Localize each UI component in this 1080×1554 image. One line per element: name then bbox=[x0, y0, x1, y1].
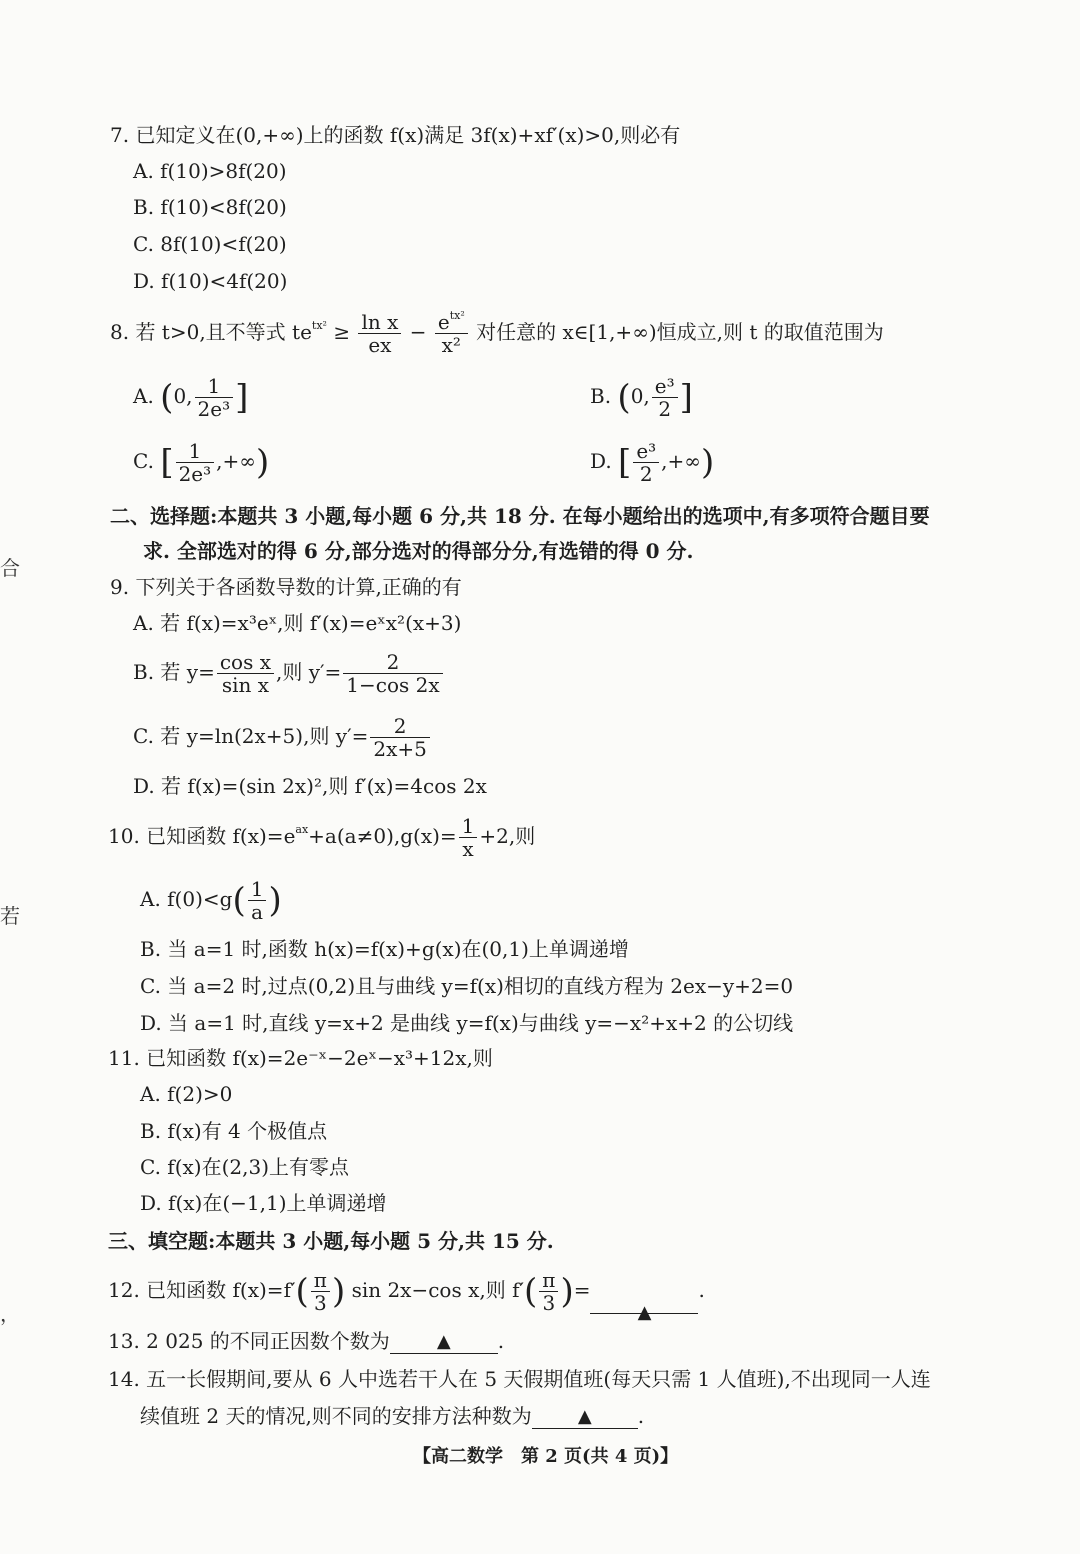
section-2-heading-line-1: 二、选择题:本题共 3 小题,每小题 6 分,共 18 分. 在每小题给出的选项中,有多项符合题目要 bbox=[110, 504, 930, 528]
q10-stem: 10. 已知函数 $f(x)=e^{ax}+a(a\ne 0),g(x)=$ $\frac{1}{x}$ +2,则 bbox=[108, 814, 536, 861]
q11-stem: 11. 已知函数 f(x)=2e⁻ˣ−2eˣ−x³+12x,则 bbox=[108, 1046, 493, 1070]
section-2-heading-line-2: 求. 全部选对的得 6 分,部分选对的得部分分,有选错的得 0 分. bbox=[143, 539, 694, 563]
q8-option-c: C. [ $\frac{1}{\text{2e³}}$ ,+∞) bbox=[133, 439, 270, 486]
q14-line-2: 续值班 2 天的情况,则不同的安排方法种数为 ▲ . bbox=[140, 1404, 645, 1428]
q8-text-2: 对任意的 x∈[1,+∞)恒成立,则 t 的取值范围为 bbox=[476, 320, 884, 344]
q13-line: 13. 2 025 的不同正因数个数为 ▲ . bbox=[108, 1329, 505, 1353]
q8-option-a: A. (0, $\frac{1}{\text{2e³}}$ ] bbox=[133, 374, 249, 421]
margin-char-3: ， bbox=[0, 1302, 20, 1326]
q14-answer-blank[interactable] bbox=[532, 1402, 638, 1429]
q8-fraction-2: $\frac{e^{tx^2}}{\text{x²}}$ bbox=[435, 311, 468, 356]
q10-option-c: C. 当 a=2 时,过点(0,2)且与曲线 y=f(x)相切的直线方程为 2ex−y+2=0 bbox=[140, 974, 794, 998]
margin-char-2: 若 bbox=[0, 904, 20, 928]
q9-option-b: B. 若 y= $\frac{\text{cos x}}{\text{sin x}}$ ,则 y′= $\frac{2}{1-\cos 2x}$ bbox=[133, 648, 445, 696]
triangle-icon: ▲ bbox=[577, 1406, 592, 1427]
q8-sup-1: tx² bbox=[311, 319, 327, 332]
q8-num: 8. bbox=[110, 320, 130, 344]
q10-option-b: B. 当 a=1 时,函数 h(x)=f(x)+g(x)在(0,1)上单调递增 bbox=[140, 937, 629, 961]
q8-text-1: 若 t>0,且不等式 te bbox=[135, 320, 312, 344]
q8-ge: ≥ bbox=[333, 320, 351, 344]
q12-answer-blank[interactable] bbox=[590, 1287, 698, 1323]
q11-option-c: C. f(x)在(2,3)上有零点 bbox=[140, 1155, 350, 1179]
section-3-heading: 三、填空题:本题共 3 小题,每小题 5 分,共 15 分. bbox=[108, 1229, 554, 1253]
margin-char-1: 合 bbox=[0, 556, 20, 580]
q9-option-c: C. 若 y=ln(2x+5),则 y′= $\frac{2}{2x+5}$ bbox=[133, 712, 432, 760]
q14-line-1: 14. 五一长假期间,要从 6 人中选若干人在 5 天假期值班(每天只需 1 人值班),不出现同一人连 bbox=[108, 1367, 931, 1391]
page-footer: 【高二数学 第 2 页(共 4 页)】 bbox=[413, 1446, 679, 1467]
q8-fraction-1: $\frac{\text{ln x}}{ex}$ bbox=[358, 311, 401, 356]
q9-option-d: D. 若 f(x)=(sin 2x)²,则 f′(x)=4cos 2x bbox=[133, 774, 487, 798]
q7-option-b: B. f(10)<8f(20) bbox=[133, 195, 287, 219]
q8-option-d: D. [ $\frac{\text{e³}}{2}$ ,+∞) bbox=[590, 439, 715, 486]
q11-option-a: A. f(2)>0 bbox=[140, 1082, 233, 1106]
q7-option-d: D. f(10)<4f(20) bbox=[133, 269, 288, 293]
q10-option-a: A. f(0)<g( $\frac{1}{a}$ ) bbox=[140, 877, 282, 924]
q7-option-c: C. 8f(10)<f(20) bbox=[133, 232, 287, 256]
q12-line: 12. 已知函数 f(x)=f′( $\frac{\pi}{3}$ ) sin 2x−cos x,则 f′( $\frac{\pi}{3}$ )=▲. bbox=[108, 1268, 705, 1323]
q8-option-b: B. (0, $\frac{\text{e³}}{2}$ ] bbox=[590, 374, 693, 421]
q9-stem: 9. 下列关于各函数导数的计算,正确的有 bbox=[110, 575, 462, 599]
triangle-icon: ▲ bbox=[637, 1302, 652, 1323]
q11-option-b: B. f(x)有 4 个极值点 bbox=[140, 1119, 328, 1143]
q13-answer-blank[interactable] bbox=[390, 1327, 498, 1354]
q8-stem bbox=[110, 306, 884, 358]
q7-option-a: A. f(10)>8f(20) bbox=[133, 159, 287, 183]
q11-option-d: D. f(x)在(−1,1)上单调递增 bbox=[140, 1191, 387, 1215]
q7-stem: 7. 已知定义在(0,+∞)上的函数 f(x)满足 3f(x)+xf′(x)>0,则必有 bbox=[110, 123, 681, 147]
q9-option-a: A. 若 f(x)=x³eˣ,则 f′(x)=eˣx²(x+3) bbox=[133, 611, 462, 635]
q10-option-d: D. 当 a=1 时,直线 y=x+2 是曲线 y=f(x)与曲线 y=−x²+x+2 的公切线 bbox=[140, 1011, 794, 1035]
triangle-icon: ▲ bbox=[436, 1331, 451, 1352]
q8-minus: − bbox=[409, 320, 427, 344]
